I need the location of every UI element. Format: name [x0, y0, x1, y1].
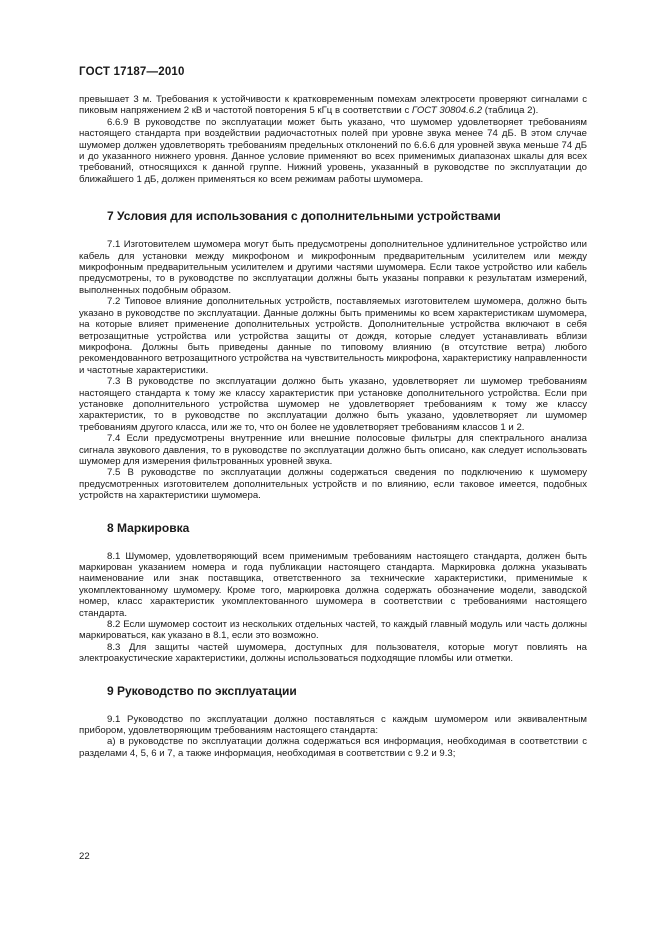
text-run: превышает 3 м. Требования к устойчивости к кратковременным помехам электросети проверяют сигналами с пиковым напряжением 2 кВ и частотой повторения 5 кГц в соответствии с: [79, 94, 587, 117]
page-number: 22: [79, 851, 90, 862]
paragraph-7-5: 7.5 В руководстве по эксплуатации должны содержаться сведения по подключению к шумомеру предусмотренных изготовителем дополнительных устройств и по влиянию, если таковое имеется, подобных устройств на характеристики шумомера.: [79, 467, 587, 502]
section-8-heading: 8 Маркировка: [107, 520, 190, 535]
paragraph-9-1-a: а) в руководстве по эксплуатации должна содержаться вся информация, необходимая в соответствии с разделами 4, 5, 6 и 7, а также информация, необходимая в соответствии с 9.2 и 9.3;: [79, 736, 587, 759]
paragraph-9-1: 9.1 Руководство по эксплуатации должно поставляться с каждым шумомером или эквивалентным прибором, удовлетворяющим требованиям настоящего стандарта:: [79, 713, 587, 737]
paragraph-8-1: 8.1 Шумомер, удовлетворяющий всем применимым требованиям настоящего стандарта, должен быть маркирован указанием номера и года публикации настоящего стандарта. Маркировка должна указывать наименование или знак поставщика, ответственного за технические характеристики, применимые к укомплектованному шумомеру. Кроме того, маркировка должна содержать обозначение модели, заводской номер, класс характеристик укомплектованного шумомера в соответствии с требованиями настоящего стандарта.: [79, 550, 587, 619]
section-7-heading: 7 Условия для использования с дополнительными устройствами: [107, 209, 501, 224]
paragraph-7-2: 7.2 Типовое влияние дополнительных устройств, поставляемых изготовителем шумомера, должно быть указано в руководстве по эксплуатации. Данные должны быть применимы ко всем характеристикам шумомера, на которые влияет применение дополнительных устройств. Дополнительные устройства включают в себя ветрозащитные устройства или устройства защиты от дождя, которые следует устанавливать вблизи микрофона. Должны быть приведены данные по типовому влиянию (в отсутствие ветра) любого рекомендованного ветрозащитного устройства на чувствительность микрофона, характеристику направленности и частотные характеристики.: [79, 296, 587, 376]
standard-header: ГОСТ 17187—2010: [79, 66, 185, 78]
section-9-heading: 9 Руководство по эксплуатации: [107, 683, 297, 698]
paragraph-continued: [79, 94, 587, 117]
paragraph-8-2: 8.2 Если шумомер состоит из нескольких отдельных частей, то каждый главный модуль или часть должны маркироваться, как указано в 8.1, если это возможно.: [79, 619, 587, 642]
paragraph-8-3: 8.3 Для защиты частей шумомера, доступных для пользователя, которые могут повлиять на электроакустические характеристики, должны использоваться подходящие пломбы или отметки.: [79, 641, 587, 665]
standard-reference: ГОСТ 30804.6.2: [411, 105, 483, 117]
page-content: [79, 94, 587, 759]
text-run: (таблица 2).: [482, 105, 539, 117]
paragraph-7-4: 7.4 Если предусмотрены внутренние или внешние полосовые фильтры для спектрального анализа сигнала звукового давления, то в руководстве по эксплуатации должно быть описано, как следует использовать шумомер для измерения фильтрованных уровней звука.: [79, 433, 587, 467]
paragraph-7-3: 7.3 В руководстве по эксплуатации должно быть указано, удовлетворяет ли шумомер требованиям настоящего стандарта к тому же классу характеристик при установке дополнительного устройства. Если при установке дополнительного устройства шумомер не удовлетворяет требованиям к тому же классу характеристик, то в руководстве по эксплуатации должно быть указано, удовлетворяет ли шумомер требованиям другого класса, или же то, что он более не удовлетворяет требованиям классов 1 и 2.: [79, 376, 587, 433]
paragraph-6-6-9: 6.6.9 В руководстве по эксплуатации может быть указано, что шумомер удовлетворяет требованиям настоящего стандарта при воздействии радиочастотных полей при уровне звука менее 74 дБ. В этом случае шумомер должен удовлетворять требованиям предельных отклонений по 6.6.6 для уровней звука меньше 74 дБ и до указанного нижнего уровня. Данное условие применяют во всех применимых диапазонах шкалы для всех требований, относящихся к данной группе. Нижний уровень, указанный в руководстве по эксплуатации до ближайшего 1 дБ, должен применяться ко всем режимам работы шумомера.: [79, 116, 587, 185]
paragraph-7-1: 7.1 Изготовителем шумомера могут быть предусмотрены дополнительное удлинительное устройство или кабель для установки между микрофоном и микрофонным предварительным усилителем или между микрофонным предварительным усилителем и другими частями шумомера. Если такое устройство или кабель предусмотрены, то в руководстве по эксплуатации должны быть указаны поправки к результатам измерений, выполненных подобным образом.: [79, 239, 587, 296]
